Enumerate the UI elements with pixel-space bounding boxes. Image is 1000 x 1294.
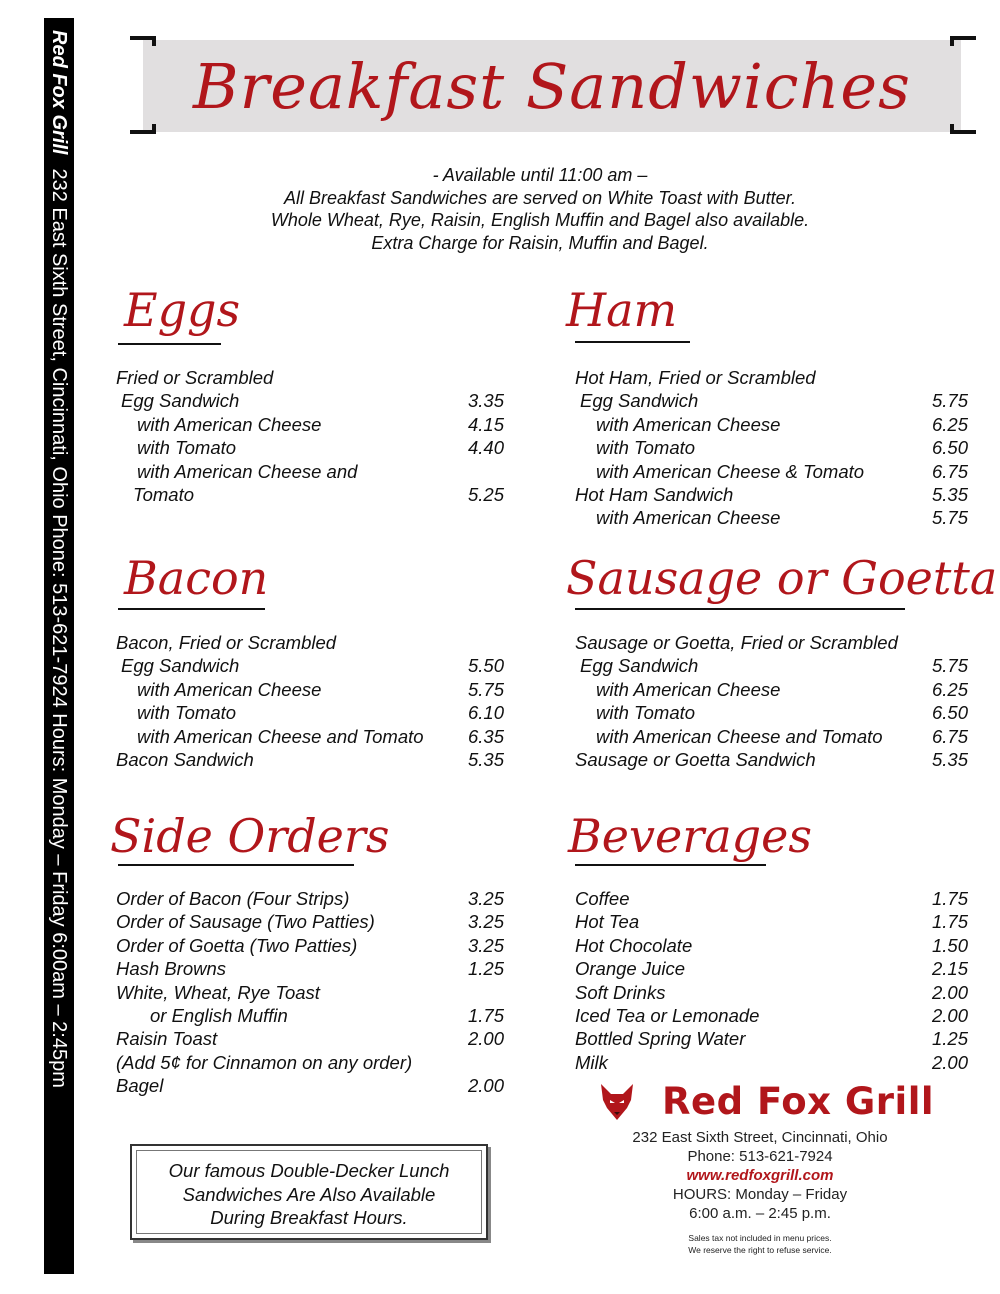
- menu-item-name: with American Cheese & Tomato: [596, 460, 865, 482]
- menu-item-price: 6.10: [468, 702, 505, 724]
- menu-item: [116, 389, 516, 412]
- menu-item-price: 1.50: [932, 934, 969, 956]
- menu-item-name: Order of Sausage (Two Patties): [116, 911, 375, 933]
- menu-item-price: 6.25: [932, 678, 969, 700]
- menu-item-price: 5.35: [932, 483, 969, 505]
- menu-item-price: 4.40: [468, 437, 505, 459]
- menu-item-price: 1.25: [932, 1028, 969, 1050]
- menu-item-name: Egg Sandwich: [580, 655, 699, 677]
- section-title-sides: Side Orders: [110, 809, 390, 863]
- menu-item-price: 3.25: [468, 911, 505, 933]
- menu-item: [575, 389, 975, 412]
- footer-website-link[interactable]: www.redfoxgrill.com: [686, 1167, 834, 1184]
- menu-list-sides: [116, 887, 516, 1098]
- menu-item-name: Egg Sandwich: [580, 390, 699, 412]
- menu-item-price: 5.50: [468, 655, 505, 677]
- menu-item-name: Hot Ham Sandwich: [575, 483, 734, 505]
- note-line: Sandwiches Are Also Available: [182, 1183, 436, 1205]
- menu-item-price: 5.35: [932, 748, 969, 770]
- menu-item-price: 5.75: [932, 390, 969, 412]
- menu-item: [116, 413, 516, 436]
- menu-item: [575, 910, 975, 933]
- side-brand: Red Fox Grill: [48, 30, 70, 155]
- menu-item-price: 1.25: [468, 958, 505, 980]
- menu-item-price: 6.75: [932, 460, 969, 482]
- menu-list-beverages: [575, 887, 975, 1074]
- menu-item-name: Hot Ham, Fried or Scrambled: [575, 367, 816, 388]
- menu-item: [575, 1027, 975, 1050]
- menu-item: [116, 748, 516, 771]
- menu-item-name: or English Muffin: [150, 1004, 288, 1026]
- footer-hours-time: 6:00 a.m. – 2:45 p.m.: [689, 1205, 831, 1222]
- menu-item: [116, 981, 516, 1004]
- fox-head-icon: [597, 1082, 637, 1122]
- note-line: Our famous Double-Decker Lunch: [168, 1160, 450, 1181]
- menu-item-name: with American Cheese: [596, 507, 781, 529]
- menu-item: [575, 701, 975, 724]
- menu-item-name: with Tomato: [596, 702, 696, 724]
- side-contact-info: 232 East Sixth Street, Cincinnati, Ohio Phone: 513-621-7924 Hours: Monday – Friday 6:00am – 2:45pm: [48, 168, 70, 1088]
- menu-item: [575, 678, 975, 701]
- menu-item-name: Hot Chocolate: [575, 934, 693, 956]
- menu-item: [116, 1051, 516, 1074]
- menu-item: [116, 678, 516, 701]
- menu-item: [116, 887, 516, 910]
- menu-item-name: with American Cheese and: [137, 460, 358, 482]
- menu-item-name: with American Cheese and Tomato: [596, 725, 883, 747]
- menu-item-price: 5.25: [468, 483, 505, 505]
- section-rule-eggs: [118, 343, 221, 345]
- menu-item-name: Iced Tea or Lemonade: [575, 1004, 760, 1026]
- menu-item-name: with Tomato: [137, 437, 237, 459]
- menu-item: [116, 631, 516, 654]
- menu-item-name: with Tomato: [137, 702, 237, 724]
- menu-item: [116, 910, 516, 933]
- section-title-eggs: Eggs: [124, 283, 241, 337]
- menu-item-price: 5.75: [932, 507, 969, 529]
- intro-line: - Available until 11:00 am –: [432, 165, 648, 185]
- menu-item: [575, 654, 975, 677]
- menu-item-price: 6.50: [932, 702, 969, 724]
- menu-item-price: 1.75: [932, 888, 969, 909]
- menu-item-price: 5.35: [468, 748, 505, 770]
- section-title-bacon: Bacon: [124, 551, 269, 605]
- page-title: Breakfast Sandwiches: [193, 49, 911, 123]
- side-info-text: [45, 30, 73, 1274]
- menu-item-name: Egg Sandwich: [121, 390, 240, 412]
- menu-item-name: Order of Goetta (Two Patties): [116, 934, 358, 956]
- intro-line: All Breakfast Sandwiches are served on White Toast with Butter.: [284, 187, 796, 208]
- menu-item-name: Sausage or Goetta, Fried or Scrambled: [575, 632, 898, 653]
- section-rule-sides: [118, 864, 354, 866]
- menu-list-sausage: [575, 631, 975, 771]
- menu-item: [575, 957, 975, 980]
- menu-item-name: Soft Drinks: [575, 981, 666, 1003]
- menu-item-name: with Tomato: [596, 437, 696, 459]
- menu-item-price: 5.75: [932, 655, 969, 677]
- menu-item-price: 6.75: [932, 725, 969, 747]
- menu-item-price: 1.75: [932, 911, 969, 933]
- menu-item-name: with American Cheese: [596, 678, 781, 700]
- menu-item: [116, 654, 516, 677]
- menu-item: [116, 1004, 516, 1027]
- menu-item: [575, 506, 975, 529]
- menu-item-name: with American Cheese: [596, 413, 781, 435]
- menu-item-name: Tomato: [133, 483, 195, 505]
- menu-item-name: Fried or Scrambled: [116, 367, 274, 388]
- menu-item: [116, 1074, 516, 1097]
- fine-print-line: Sales tax not included in menu prices.: [688, 1233, 832, 1243]
- section-title-ham: Ham: [566, 283, 678, 337]
- menu-item-name: Hash Browns: [116, 958, 227, 980]
- menu-item: [575, 436, 975, 459]
- menu-item-price: 3.25: [468, 934, 505, 956]
- menu-item: [116, 957, 516, 980]
- menu-item: [575, 413, 975, 436]
- menu-item-name: Order of Bacon (Four Strips): [116, 888, 350, 909]
- menu-item-name: (Add 5¢ for Cinnamon on any order): [116, 1051, 413, 1073]
- menu-item: [575, 1051, 975, 1074]
- menu-item: [116, 436, 516, 459]
- menu-item: [575, 366, 975, 389]
- menu-item: [116, 460, 516, 483]
- menu-item: [116, 483, 516, 506]
- section-rule-beverages: [575, 864, 766, 866]
- menu-item-name: Sausage or Goetta Sandwich: [575, 748, 816, 770]
- menu-item: [575, 483, 975, 506]
- footer-address: 232 East Sixth Street, Cincinnati, Ohio: [632, 1129, 888, 1146]
- note-line: During Breakfast Hours.: [210, 1207, 408, 1228]
- menu-item-price: 2.00: [468, 1028, 505, 1050]
- section-rule-sausage: [575, 608, 905, 610]
- intro-line: Whole Wheat, Rye, Raisin, English Muffin and Bagel also available.: [270, 210, 810, 230]
- menu-item-price: 2.00: [468, 1075, 505, 1097]
- menu-item-name: Hot Tea: [575, 911, 640, 933]
- menu-item: [575, 981, 975, 1004]
- footer-phone: Phone: 513-621-7924: [687, 1148, 833, 1165]
- menu-item: [575, 934, 975, 957]
- menu-item-price: 2.00: [932, 981, 969, 1003]
- section-title-sausage: Sausage or Goetta: [566, 551, 998, 605]
- section-rule-ham: [575, 341, 690, 343]
- section-rule-bacon: [118, 608, 265, 610]
- menu-item-price: 6.25: [932, 413, 969, 435]
- menu-item-name: Bottled Spring Water: [575, 1028, 746, 1050]
- menu-item: [575, 748, 975, 771]
- menu-item-price: 6.35: [468, 725, 505, 747]
- menu-item-price: 2.15: [932, 958, 969, 980]
- menu-item-price: 4.15: [468, 413, 505, 435]
- menu-item-name: with American Cheese: [137, 413, 322, 435]
- menu-item-name: Bacon Sandwich: [116, 748, 254, 770]
- menu-item-price: 1.75: [468, 1004, 505, 1026]
- menu-item-name: White, Wheat, Rye Toast: [116, 981, 320, 1003]
- menu-item-price: 5.75: [468, 678, 505, 700]
- menu-item-name: Bacon, Fried or Scrambled: [116, 632, 337, 653]
- menu-list-eggs: [116, 366, 516, 506]
- fine-print-line: We reserve the right to refuse service.: [688, 1245, 832, 1255]
- footer-brand-name: Red Fox Grill: [662, 1080, 935, 1123]
- menu-item: [116, 1027, 516, 1050]
- menu-item: [116, 366, 516, 389]
- menu-item-name: Coffee: [575, 888, 630, 909]
- footer-contact: [590, 1128, 930, 1223]
- menu-item-name: with American Cheese: [137, 678, 322, 700]
- menu-item-name: with American Cheese and Tomato: [137, 725, 424, 747]
- menu-list-ham: [575, 366, 975, 530]
- lunch-note-text: [136, 1150, 482, 1234]
- menu-item: [575, 1004, 975, 1027]
- menu-list-bacon: [116, 631, 516, 771]
- menu-item: [116, 934, 516, 957]
- menu-item-price: 3.25: [468, 888, 505, 909]
- menu-item-name: Bagel: [116, 1075, 164, 1097]
- footer-hours-label: HOURS: Monday – Friday: [672, 1186, 848, 1203]
- menu-item: [575, 887, 975, 910]
- menu-item-price: 3.35: [468, 390, 505, 412]
- footer-fine-print: [590, 1232, 930, 1256]
- menu-item-name: Milk: [575, 1051, 608, 1073]
- lunch-note-box: [130, 1144, 488, 1240]
- menu-item-price: 2.00: [932, 1051, 969, 1073]
- menu-item: [575, 725, 975, 748]
- menu-item-price: 2.00: [932, 1004, 969, 1026]
- intro-line: Extra Charge for Raisin, Muffin and Bagel.: [371, 232, 709, 253]
- menu-item: [575, 460, 975, 483]
- menu-item-name: Orange Juice: [575, 958, 686, 980]
- menu-item: [116, 701, 516, 724]
- menu-item-name: Egg Sandwich: [121, 655, 240, 677]
- menu-item: [575, 631, 975, 654]
- intro-text: [130, 164, 950, 254]
- menu-item-name: Raisin Toast: [116, 1028, 218, 1050]
- section-title-beverages: Beverages: [568, 809, 812, 863]
- menu-item: [116, 725, 516, 748]
- menu-item-price: 6.50: [932, 437, 969, 459]
